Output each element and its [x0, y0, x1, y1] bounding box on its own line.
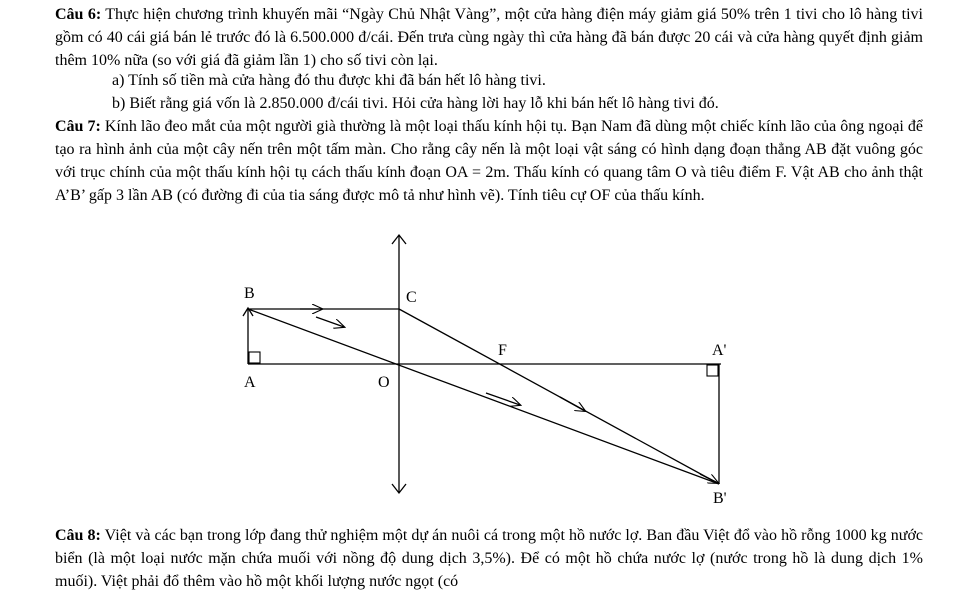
question-6-part-b: b) Biết rằng giá vốn là 2.850.000 đ/cái tivi. Hỏi cửa hàng lời hay lỗ khi bán hết lô hàng tivi đó. — [112, 95, 719, 112]
ray-B-through-O — [248, 309, 719, 484]
question-8-label: Câu 8: — [55, 527, 101, 544]
ray-arrow-2 — [316, 317, 344, 327]
label-A: A — [244, 374, 256, 391]
question-8-text: Việt và các bạn trong lớp đang thử nghiệm một dự án nuôi cá trong một hồ nước lợ. Ban đầu Việt đổ vào hồ rỗng 1000 kg nước biển (là một loại nước mặn chứa muối với nồng độ dung dịch 3,5%). Để có một hồ chứa nước lợ (nước trong hồ là dung dịch 1% muối). Việt phải đổ thêm vào hồ một khối lượng nước ngọt (có — [55, 527, 924, 590]
label-A-prime: A' — [712, 342, 727, 359]
ray-arrow-4 — [560, 397, 585, 411]
right-angle-A-prime — [707, 365, 718, 376]
question-7-label: Câu 7: — [55, 118, 101, 135]
question-7-text: Kính lão đeo mắt của một người già thường là một loại thấu kính hội tụ. Bạn Nam đã dùng một chiếc kính lão của ông ngoại để tạo ra hình ảnh của một cây nến trên một tấm màn. Cho rằng cây nến là một loại vật sáng có hình dạng đoạn thẳng AB đặt vuông góc với trục chính của một thấu kính hội tụ cách thấu kính đoạn OA = 2m. Thấu kính có quang tâm O và tiêu điểm F. Vật AB cho ảnh thật A’B’ gấp 3 lần AB (có đường đi của tia sáng được mô tả như hình vẽ). Tính tiêu cự OF của thấu kính. — [55, 118, 924, 204]
question-6-label: Câu 6: — [55, 6, 102, 23]
question-6-part-a: a) Tính số tiền mà cửa hàng đó thu được khi đã bán hết lô hàng tivi. — [112, 72, 546, 89]
question-6-text: Thực hiện chương trình khuyến mãi “Ngày Chủ Nhật Vàng”, một cửa hàng điện máy giảm giá 50% trên 1 tivi cho lô hàng tivi gồm có 40 cái giá bán lẻ trước đó là 6.500.000 đ/cái. Đến trưa cùng ngày thì cửa hàng đã bán được 20 cái và cửa hàng quyết định giảm thêm 10% nữa (so với giá đã giảm lần 1) cho số tivi còn lại. — [55, 6, 924, 69]
ray-C-to-B-prime — [399, 309, 719, 484]
label-B: B — [244, 285, 255, 302]
label-C: C — [406, 289, 417, 306]
label-F: F — [498, 342, 507, 359]
right-angle-A — [249, 352, 260, 363]
label-O: O — [378, 374, 390, 391]
question-8 — [55, 524, 923, 593]
label-B-prime: B' — [713, 490, 727, 507]
